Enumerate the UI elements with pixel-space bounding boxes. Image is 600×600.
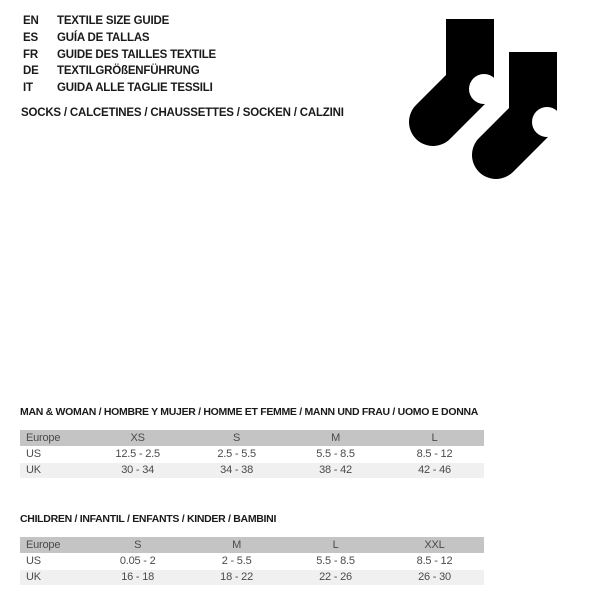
language-row	[23, 13, 216, 30]
size-value: 2 - 5.5	[187, 553, 286, 569]
region-label: US	[20, 446, 88, 462]
language-row	[23, 63, 216, 80]
column-header-size: M	[286, 430, 385, 446]
language-list	[23, 13, 216, 97]
table-header-row	[20, 537, 484, 553]
column-header-size: S	[187, 430, 286, 446]
language-code: DE	[23, 65, 39, 78]
size-value: 5.5 - 8.5	[286, 553, 385, 569]
category-heading: SOCKS / CALCETINES / CHAUSSETTES / SOCKEN / CALZINI	[21, 107, 344, 119]
size-value: 18 - 22	[187, 569, 286, 585]
size-value: 26 - 30	[385, 569, 484, 585]
sock-front-foot	[496, 118, 533, 155]
language-code: EN	[23, 15, 39, 27]
column-header-size: L	[286, 537, 385, 553]
size-value: 34 - 38	[187, 462, 286, 478]
size-value: 8.5 - 12	[385, 446, 484, 462]
size-value: 5.5 - 8.5	[286, 446, 385, 462]
language-label: GUIDA ALLE TAGLIE TESSILI	[57, 82, 213, 95]
man-woman-size-table	[20, 430, 484, 479]
column-header-size: S	[88, 537, 187, 553]
column-header-region: Europe	[20, 537, 88, 553]
table-row-us	[20, 446, 484, 462]
socks-icon	[405, 12, 570, 182]
language-label: TEXTILGRÖßENFÜHRUNG	[57, 65, 200, 78]
size-value: 38 - 42	[286, 462, 385, 478]
language-row	[23, 47, 216, 64]
column-header-size: XXL	[385, 537, 484, 553]
column-header-size: XS	[88, 430, 187, 446]
language-row	[23, 80, 216, 97]
table-row-us	[20, 553, 484, 569]
region-label: UK	[20, 569, 88, 585]
column-header-size: M	[187, 537, 286, 553]
column-header-region: Europe	[20, 430, 88, 446]
language-code: IT	[23, 82, 33, 95]
size-value: 12.5 - 2.5	[88, 446, 187, 462]
language-code: FR	[23, 48, 38, 61]
children-size-table	[20, 537, 484, 586]
region-label: UK	[20, 462, 88, 478]
size-value: 2.5 - 5.5	[187, 446, 286, 462]
language-row	[23, 30, 216, 47]
sock-back	[433, 19, 499, 122]
sock-front	[496, 52, 562, 155]
size-value: 22 - 26	[286, 569, 385, 585]
size-value: 8.5 - 12	[385, 553, 484, 569]
size-value: 30 - 34	[88, 462, 187, 478]
table-row-uk	[20, 462, 484, 478]
language-label: TEXTILE SIZE GUIDE	[57, 15, 170, 27]
size-value: 16 - 18	[88, 569, 187, 585]
sock-back-foot	[433, 85, 470, 122]
size-value: 0.05 - 2	[88, 553, 187, 569]
man-woman-size-section	[20, 406, 484, 479]
sock-front-heel-cutout	[532, 107, 562, 137]
sock-back-heel-cutout	[469, 74, 499, 104]
man-woman-table-title: MAN & WOMAN / HOMBRE Y MUJER / HOMME ET FEMME / MANN UND FRAU / UOMO E DONNA	[20, 406, 479, 418]
table-header-row	[20, 430, 484, 446]
column-header-size: L	[385, 430, 484, 446]
table-row-uk	[20, 569, 484, 585]
language-label: GUIDE DES TAILLES TEXTILE	[57, 48, 216, 61]
children-size-section	[20, 513, 484, 586]
size-value: 42 - 46	[385, 462, 484, 478]
region-label: US	[20, 553, 88, 569]
language-code: ES	[23, 31, 38, 44]
children-table-title: CHILDREN / INFANTIL / ENFANTS / KINDER / BAMBINI	[20, 513, 277, 525]
language-label: GUÍA DE TALLAS	[57, 31, 150, 44]
